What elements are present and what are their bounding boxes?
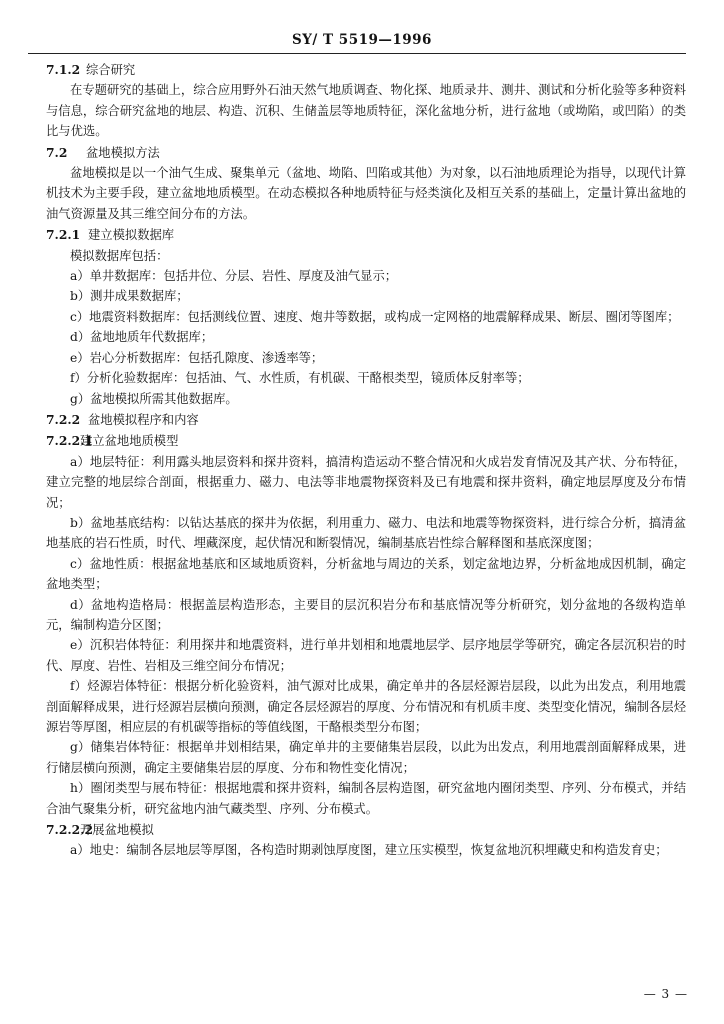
list-item: c）盆地性质：根据盆地基底和区域地质资料，分析盆地与周边的关系，划定盆地边界，分析盆地成因机制，确定盆地类型； (46, 556, 686, 592)
paragraph: 在专题研究的基础上，综合应用野外石油天然气地质调查、物化探、地质录井、测井、测试和分析化验等多种资料与信息，综合研究盆地的地层、构造、沉积、生储盖层等地质特征，深化盆地分析，进行盆地（或坳陷，或凹陷）的类比与优选。 (46, 83, 686, 139)
list-item: e）沉积岩体特征：利用探井和地震资料，进行单井划相和地震地层学、层序地层学等研究，确定各层沉积岩的时代、厚度、岩性、岩相及三维空间分布情况； (46, 638, 686, 673)
list-item: c）地震资料数据库：包括测线位置、速度、炮井等数据，或构成一定网格的地震解释成果、断层、圈闭等图库； (70, 309, 680, 324)
list-item: a）单井数据库：包括井位、分层、岩性、厚度及油气显示； (70, 269, 398, 284)
list-item: b）测井成果数据库； (70, 289, 189, 304)
section-title: 综合研究 (86, 63, 136, 77)
list-item: b）盆地基底结构：以钻达基底的探井为依据，利用重力、磁力、电法和地震等物探资料，进行综合分析，搞清盆地基底的岩石性质，时代、埋藏深度，起伏情况和断裂情况，编制基底岩性综合解释图和基底深度图； (46, 515, 686, 551)
section-title: 盆地模拟方法 (86, 145, 160, 160)
standard-code-header: SY/ T 5519—1996 (292, 32, 432, 48)
list-item: g）盆地模拟所需其他数据库。 (70, 391, 238, 406)
document-body (46, 59, 686, 861)
section-title: 建立模拟数据库 (88, 228, 175, 243)
section-heading-7-2-2 (46, 410, 686, 430)
section-number: 7.1.2 (46, 62, 81, 77)
list-item: a）地史：编制各层地层等厚图，各构造时期剥蚀厚度图，建立压实模型，恢复盆地沉积埋藏史和构造发育史； (70, 843, 668, 858)
paragraph: 盆地模拟是以一个油气生成、聚集单元（盆地、坳陷、凹陷或其他）为对象，以石油地质理论为指导，以现代计算机技术为主要手段，建立盆地地质模型。在动态模拟各种地质特征与烃类演化及相互关系的基础上，定量计算出盆地的油气资源量及其三维空间分布的方法。 (46, 166, 686, 221)
section-number: 7.2.2.1 (46, 433, 94, 449)
list-item: d）盆地构造格局：根据盖层构造形态，主要目的层沉积岩分布和基底情况等分析研究，划分盆地的各级构造单元，编制构造分区图； (46, 597, 686, 632)
page-number: — 3 — (643, 987, 688, 1001)
section-heading-7-2-2-1 (46, 431, 686, 451)
section-heading-7-2-1 (46, 225, 686, 245)
section-number: 7.2.2 (46, 411, 81, 427)
list-item: e）岩心分析数据库：包括孔隙度、渗透率等； (70, 350, 324, 365)
section-title: 建立盆地地质模型 (80, 434, 179, 449)
section-title: 盆地模拟程序和内容 (88, 412, 199, 427)
list-item: h）圈闭类型与展布特征：根据地震和探井资料，编制各层构造图，研究盆地内圈闭类型、序列、分布模式，并结合油气聚集分析，研究盆地内油气藏类型、序列、分布模式。 (46, 781, 686, 816)
section-heading-7-1-2 (46, 60, 686, 80)
list-item: d）盆地地质年代数据库； (70, 330, 214, 345)
section-title: 开展盆地模拟 (80, 823, 154, 838)
header-rule (28, 53, 686, 54)
list-item: f）烃源岩体特征：根据分析化验资料，油气源对比成果，确定单井的各层烃源岩层段，以此为出发点，利用地震剖面解释成果，进行烃源岩层横向预测，确定各层烃源岩的厚度、分布情况和有机质丰度、类型变化情况，编制各层烃源岩等厚图，相应层的有机碳等指标的等值线图，干酪根类型分布图； (46, 679, 686, 734)
section-number: 7.2.2.2 (46, 822, 94, 838)
paragraph: 模拟数据库包括： (70, 248, 169, 263)
section-heading-7-2-2-2 (46, 820, 686, 840)
list-item: g）储集岩体特征：根据单井划相结果，确定单井的主要储集岩层段，以此为出发点，利用地震剖面解释成果，进行储层横向预测，确定主要储集岩层的厚度、分布和物性变化情况； (46, 740, 686, 775)
section-number: 7.2 (46, 144, 68, 160)
list-item: a）地层特征：利用露头地层资料和探井资料，搞清构造运动不整合情况和火成岩发育情况及其产状、分布特征，建立完整的地层综合剖面，根据重力、磁力、电法等非地震物探资料及已有地震和探井资料，确定地层厚度及分布情况； (46, 454, 686, 510)
section-heading-7-2 (46, 143, 686, 163)
list-item: f）分析化验数据库：包括油、气、水性质，有机碳、干酪根类型，镜质体反射率等； (70, 371, 530, 386)
section-number: 7.2.1 (46, 227, 81, 243)
